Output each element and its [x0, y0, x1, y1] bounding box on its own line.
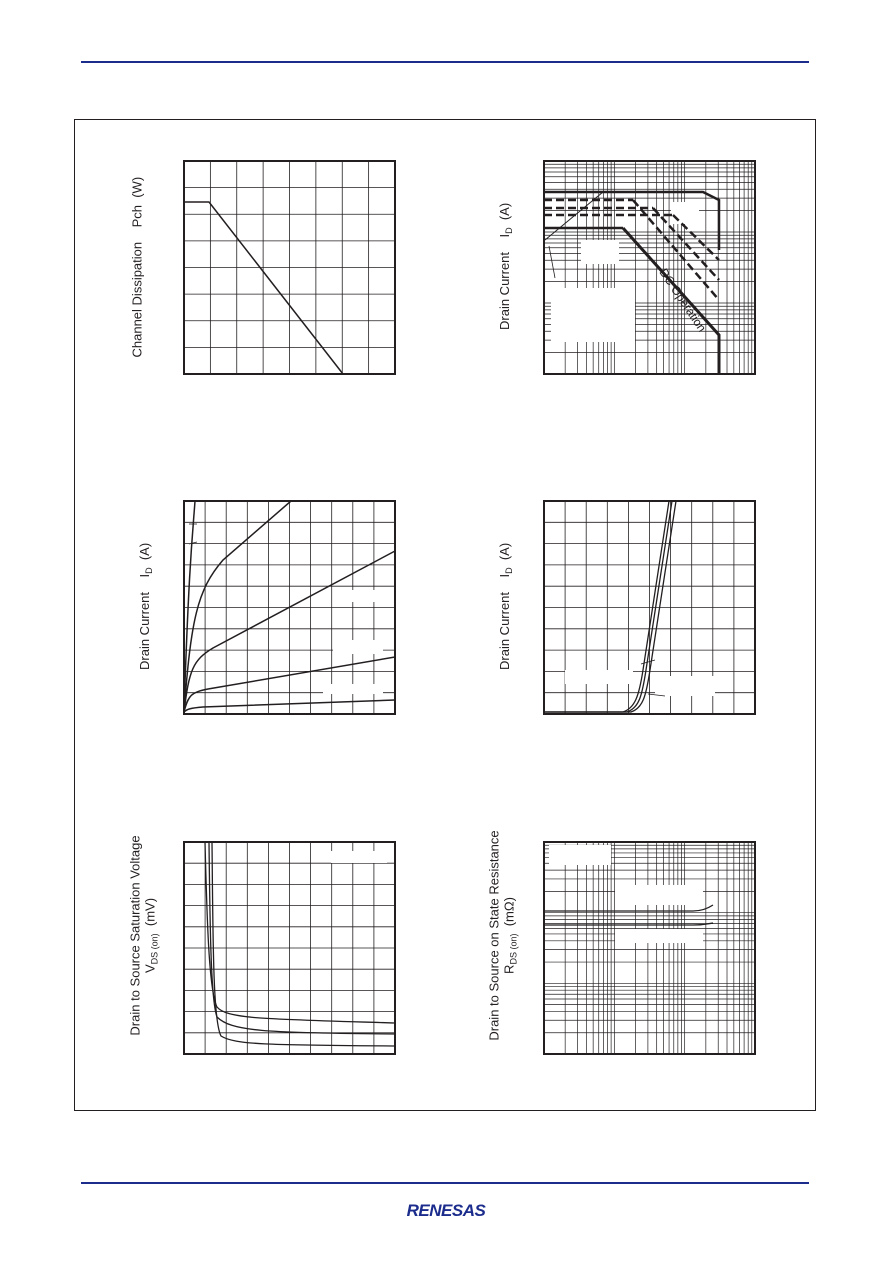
curve-2: [184, 501, 291, 712]
curve-1: [205, 842, 395, 1023]
annotation-dc-operation: DC Operation: [656, 265, 710, 335]
ylabel-line1: Drain to Source on State Resistance: [486, 830, 502, 1041]
plot-transfer-characteristics-area: [543, 500, 756, 715]
log-grid: [544, 842, 755, 1054]
plot-saturation-voltage-area: [183, 841, 396, 1055]
ylabel-drain-current-soa: [497, 202, 517, 330]
footer-rule: [81, 1182, 809, 1184]
ylabel-unit: (A): [137, 542, 152, 561]
ylabel-drain-current-transfer: [497, 542, 517, 670]
ylabel-symbol: I: [497, 233, 512, 238]
plot-saturation-voltage: [183, 841, 396, 1055]
plot-output-characteristics: [183, 500, 396, 715]
ylabel-unit: (mV): [142, 897, 158, 927]
ylabel-symbol: I: [497, 573, 512, 578]
plot-output-characteristics-area: [183, 500, 396, 715]
plot-on-state-resistance-area: [543, 841, 756, 1055]
ylabel-symbol: I: [137, 573, 152, 578]
ylabel-channel-dissipation: [130, 178, 145, 358]
ylabel-subscript: D: [504, 227, 514, 234]
ylabel-unit: (mΩ): [501, 897, 517, 927]
ylabel-drain-current-output: [137, 542, 157, 670]
ylabel-saturation-voltage: [128, 826, 163, 1046]
ylabel-unit: (A): [497, 202, 512, 221]
ylabel-symbol: Pch: [129, 205, 145, 228]
ylabel-subscript: D: [144, 567, 154, 574]
renesas-logo-text: RENESAS: [406, 1201, 486, 1220]
grid: [184, 161, 395, 374]
ylabel-unit: (W): [129, 176, 145, 198]
plot-safe-operating-area-area: [543, 160, 756, 375]
ylabel-name: Drain Current: [497, 251, 512, 330]
ylabel-line1: Drain to Source Saturation Voltage: [127, 835, 143, 1036]
plot-channel-dissipation: [183, 160, 396, 375]
curve-2: [209, 842, 395, 1034]
ylabel-name: Drain Current: [137, 591, 152, 670]
ylabel-symbol: R: [501, 964, 517, 974]
ylabel-symbol: V: [142, 964, 158, 974]
header-rule: [81, 61, 809, 63]
ylabel-on-state-resistance: [487, 811, 522, 1061]
ylabel-name: Drain Current: [497, 591, 512, 670]
ylabel-unit: (A): [497, 542, 512, 561]
ylabel-subscript: D: [504, 567, 514, 574]
curve-1: [544, 905, 713, 911]
ylabel-subscript: DS (on): [508, 933, 519, 965]
renesas-logo: [392, 1200, 500, 1220]
plot-on-state-resistance: [543, 841, 756, 1055]
plot-transfer-characteristics: [543, 500, 756, 715]
ylabel-name: Channel Dissipation: [129, 241, 145, 358]
ylabel-subscript: DS (on): [149, 933, 160, 965]
plot-channel-dissipation-area: [183, 160, 396, 375]
plot-safe-operating-area: [543, 160, 756, 375]
